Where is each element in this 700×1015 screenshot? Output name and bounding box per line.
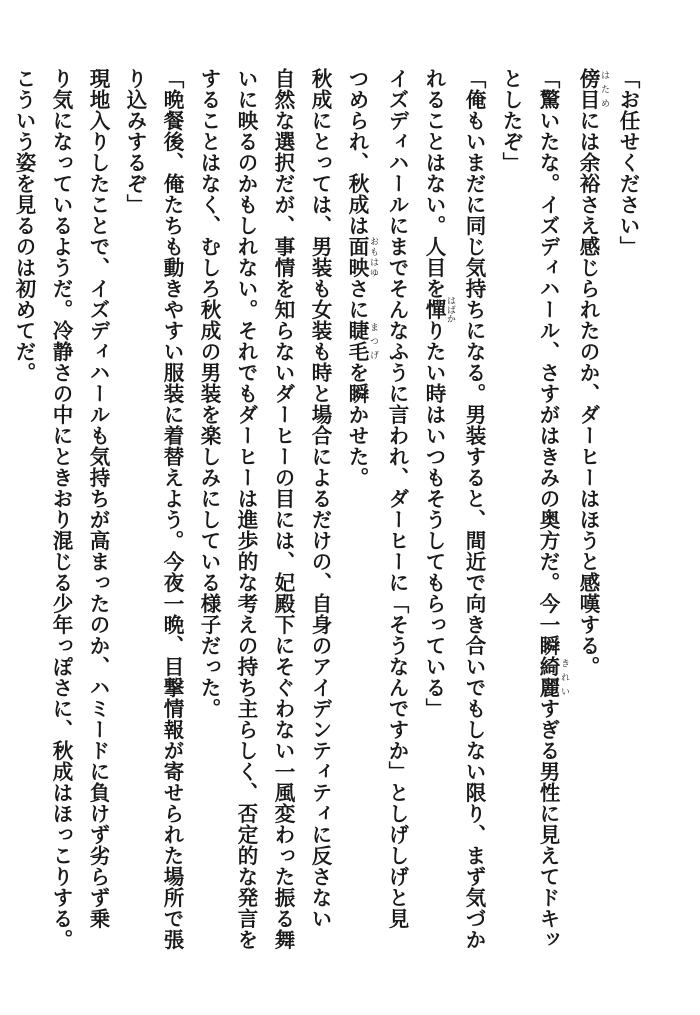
vertical-text-body [12,68,646,968]
text-line-3: 「驚いたな。イズディハール、さすがはきみの奥方だ。今一瞬綺麗 きれいすぎる男性に見えてドキッ [536,68,569,950]
text-line-13: 「晩餐後、俺たちも動きやすい服装に着替えよう。今夜一晩、目撃情報が寄せられた場所で張 [160,68,184,950]
text-line-8: つめられ、秋成は面映 おもはゆさに睫毛 まつげを瞬かせた。 [345,68,378,488]
text-line-16: り気になっているようだ。冷静さの中にときおり混じる少年っぽさに、秋成はほっこりする。 [49,68,73,950]
ruby-omohayu: 面映 おもはゆ [345,236,378,278]
ruby-kirei: 綺麗 きれい [536,656,569,698]
text-line-12: することはなく、むしろ秋成の男装を楽しみにしている様子だった。 [197,68,221,719]
ruby-hatame: 傍目 はため [576,68,609,110]
text-line-2 [569,68,609,968]
text-line-10: 自然な選択だが、事情を知らないダーヒーの目には、妃殿下にそぐわない一風変わった振る舞 [271,68,295,950]
text-line-15: 現地入りしたことで、イズディハールも気持ちが高まったのか、ハミードに負けず劣らず乗 [86,68,110,929]
text-line-7: イズディハールにまでそんなふうに言われ、ダーヒーに「そうなんですか」としげしげと見 [385,68,409,929]
text-line-14: り込みするぞ」 [123,68,147,215]
ruby-matsuge: 睫毛 まつげ [345,320,378,362]
text-line-17: こういう姿を見るのは初めてだ。 [12,68,36,383]
text-line-2-rest: には余裕さえ感じられたのか、ダーヒーはほうと感嘆する。 [576,110,600,677]
text-line-11: いに映るのかもしれない。それでもダーヒーは進歩的な考えの持ち主らしく、否定的な発言を [234,68,258,950]
text-line-9: 秋成にとっては、男装も女装も時と場合によるだけの、自身のアイデンティティに反さない [308,68,332,929]
text-line-1: 「お任せください」 [616,68,640,257]
ruby-habaka: 憚 はばか [422,296,455,323]
text-line-4: としたぞ」 [499,68,523,173]
text-line-6: れることはない。人目を憚 はばかりたい時はいつもそうしてもらっている」 [422,68,455,719]
text-line-5: 「俺もいまだに同じ気持ちになる。男装すると、間近で向き合いでもしない限り、まず気づか [462,68,486,950]
